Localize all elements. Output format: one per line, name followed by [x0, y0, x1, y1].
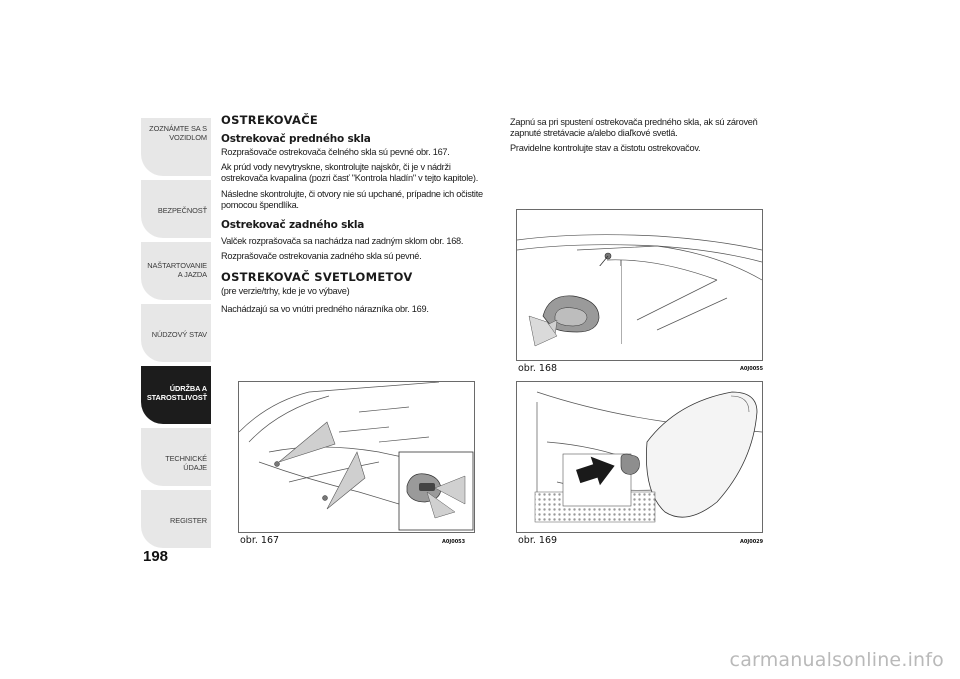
paragraph: Zapnú sa pri spustení ostrekovača predného skla, ak sú zároveň zapnuté stretávacie a/alebo diaľkové svetlá.: [510, 117, 758, 139]
tab-nudzovy-stav[interactable]: [141, 304, 211, 362]
paragraph: Následne skontrolujte, či otvory nie sú upchané, prípadne ich očistite pomocou špendlíka.: [221, 188, 483, 210]
tab-technicke-udaje[interactable]: [141, 428, 211, 486]
tab-label: ÚDRŽBA A STAROSTLIVOSŤ: [146, 384, 207, 402]
rear-washer-drawing: [517, 210, 762, 360]
tab-label: NAŠTARTOVANIE A JAZDA: [147, 261, 207, 279]
section-title-headlamp-washer: OSTREKOVAČ SVETLOMETOV: [221, 270, 413, 285]
subheading-front-washer: Ostrekovač predného skla: [221, 133, 371, 145]
figure-code-168: A0J0055: [740, 366, 764, 372]
tab-nastartovanie[interactable]: [141, 242, 211, 300]
paragraph-note: (pre verzie/trhy, kde je vo výbave): [221, 286, 350, 297]
tab-label: REGISTER: [170, 516, 207, 525]
figure-167-illustration: [238, 381, 475, 533]
paragraph: Valček rozprašovača sa nachádza nad zadným sklom obr. 168.: [221, 236, 464, 247]
paragraph: Ak prúd vody nevytryskne, skontrolujte najskôr, či je v nádrži ostrekovača kvapalina (pozri časť "Kontrola hladín" v tejto kapitole).: [221, 162, 479, 184]
paragraph: Rozprašovače ostrekovača čelného skla sú pevné obr. 167.: [221, 147, 450, 157]
left-column: [221, 113, 491, 319]
tab-zoznamte-sa[interactable]: [141, 118, 211, 176]
paragraph: Nachádzajú sa vo vnútri predného nárazníka obr. 169.: [221, 303, 429, 314]
figure-code-167: A0J0053: [442, 539, 466, 545]
paragraph: Rozprašovače ostrekovania zadného skla sú pevné.: [221, 251, 422, 262]
right-column: [510, 117, 770, 159]
page-number: 198: [143, 548, 169, 565]
figure-168-illustration: [516, 209, 763, 361]
tab-label: ZOZNÁMTE SA S VOZIDLOM: [149, 124, 207, 142]
site-watermark: carmanualsonline.info: [729, 649, 944, 671]
figure-caption-169: obr. 169: [518, 535, 558, 546]
tab-bezpecnost[interactable]: [141, 180, 211, 238]
headlamp-washer-drawing: [517, 382, 762, 532]
subheading-rear-washer: Ostrekovač zadného skla: [221, 219, 365, 232]
figure-code-169: A0J0029: [740, 539, 764, 545]
figure-169-illustration: [516, 381, 763, 533]
tab-register[interactable]: [141, 490, 211, 548]
figure-caption-168: obr. 168: [518, 363, 558, 374]
tab-label: BEZPEČNOSŤ: [157, 206, 207, 215]
tab-label: NÚDZOVÝ STAV: [151, 330, 207, 339]
section-title-ostrekovace: OSTREKOVAČE: [221, 113, 319, 127]
tab-label: TECHNICKÉ ÚDAJE: [165, 454, 207, 472]
figure-caption-167: obr. 167: [240, 535, 280, 546]
tab-udrzba-active[interactable]: [141, 366, 211, 424]
paragraph: Pravidelne kontrolujte stav a čistotu ostrekovačov.: [510, 143, 701, 154]
windscreen-washer-drawing: [239, 382, 474, 532]
